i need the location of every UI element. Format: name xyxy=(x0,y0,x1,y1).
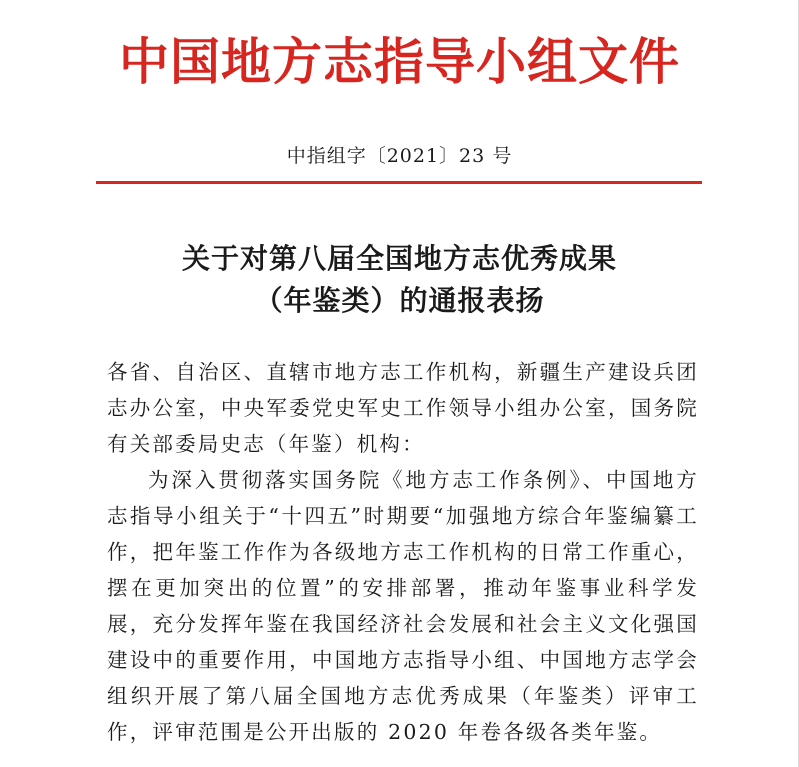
red-divider-line xyxy=(96,181,702,184)
document-body xyxy=(107,354,699,750)
document-number: 中指组字〔2021〕23 号 xyxy=(286,145,513,167)
document-title xyxy=(0,238,799,322)
title-line-2: （年鉴类）的通报表扬 xyxy=(254,284,545,317)
salutation: 各省、自治区、直辖市地方志工作机构，新疆生产建设兵团志办公室，中央军委党史军史工作领导小组办公室，国务院有关部委局史志（年鉴）机构： xyxy=(107,360,699,456)
title-line-1: 关于对第八届全国地方志优秀成果 xyxy=(181,242,617,275)
document-masthead: 中国地方志指导小组文件 xyxy=(119,33,680,91)
body-paragraph: 为深入贯彻落实国务院《地方志工作条例》、中国地方志指导小组关于“十四五”时期要“加强地方综合年鉴编纂工作，把年鉴工作作为各级地方志工作机构的日常工作重心，摆在更加突出的位置”的安排部署，推动年鉴事业科学发展，充分发挥年鉴在我国经济社会发展和社会主义文化强国建设中的重要作用，中国地方志指导小组、中国地方志学会组织开展了第八届全国地方志优秀成果（年鉴类）评审工作，评审范围是公开出版的 2020 年卷各级各类年鉴。 xyxy=(107,468,699,744)
